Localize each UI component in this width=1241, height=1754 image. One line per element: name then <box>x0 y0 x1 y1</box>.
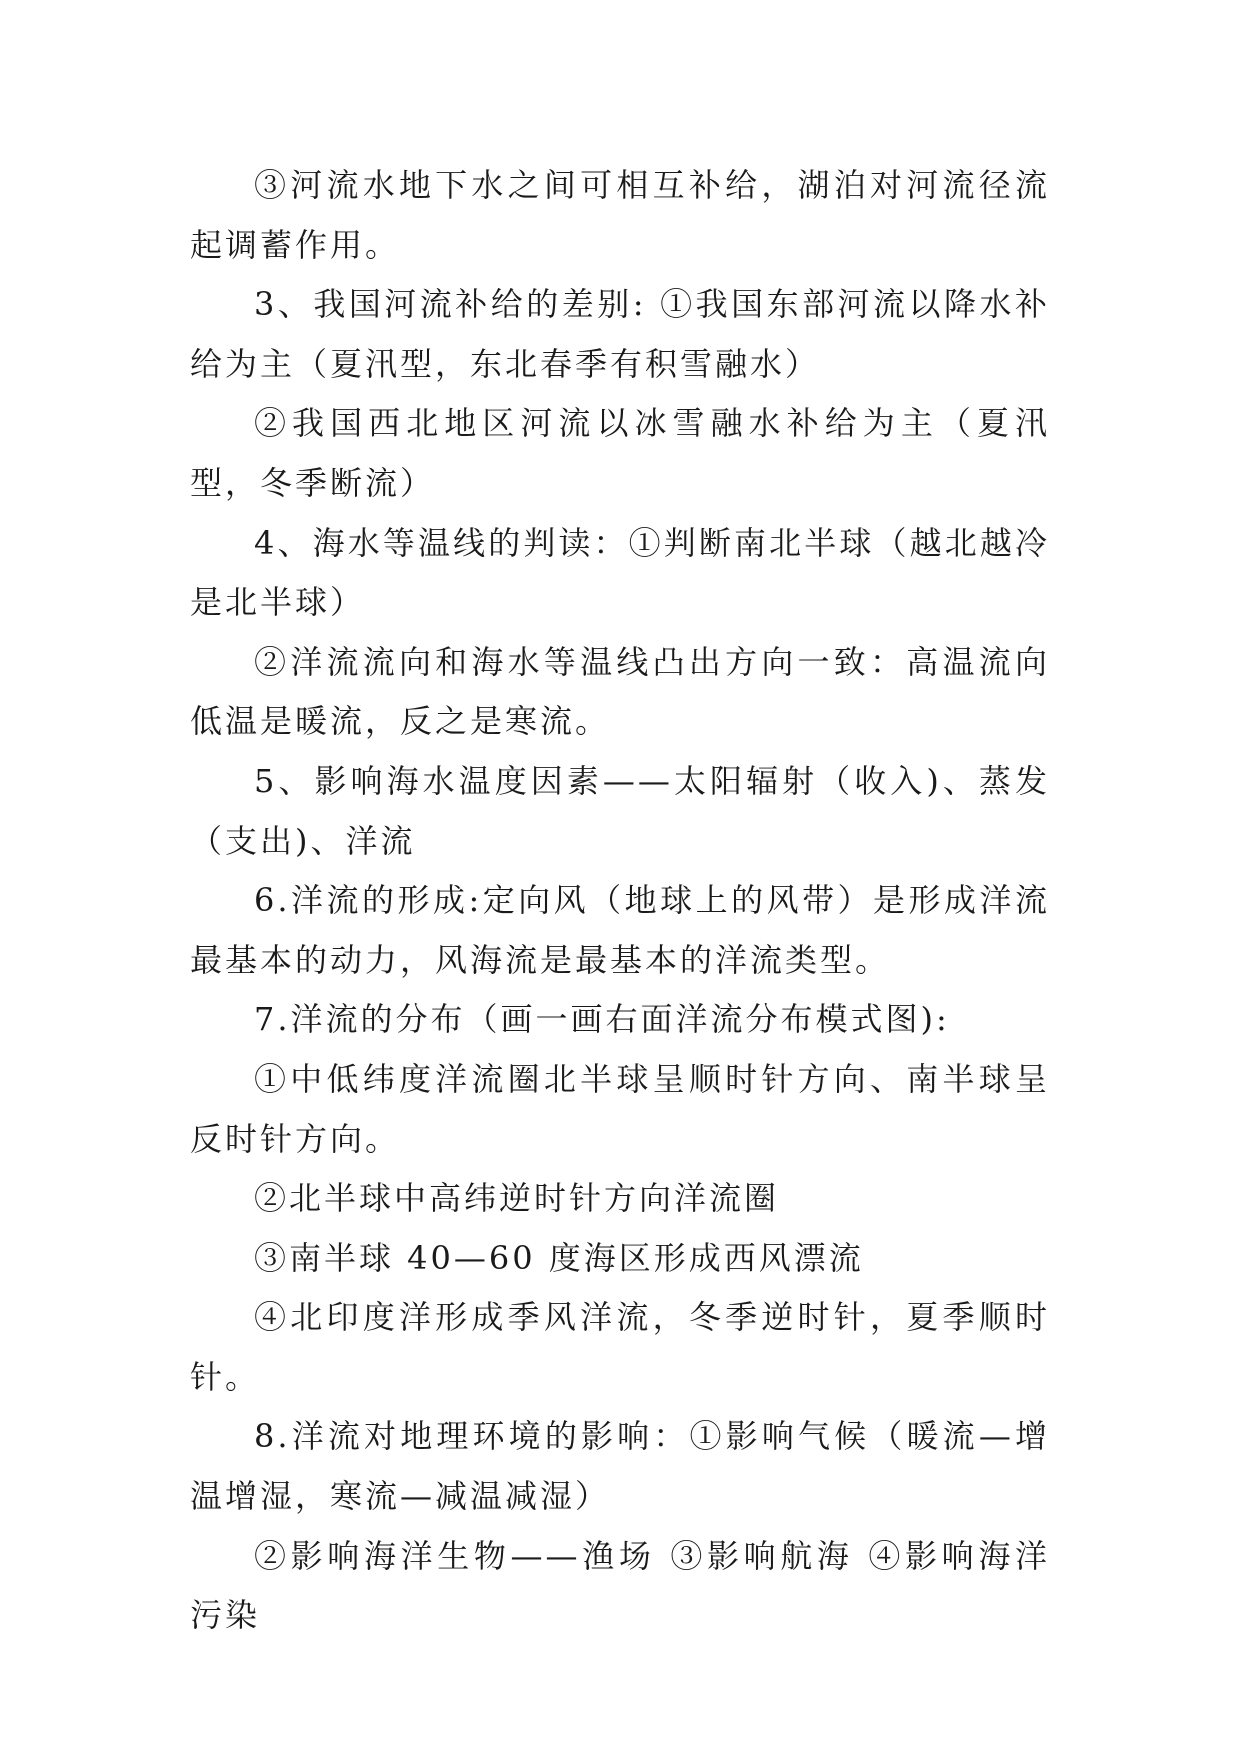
paragraph-sea-temperature-factors: 5、影响海水温度因素——太阳辐射（收入)、蒸发（支出)、洋流 <box>190 761 1050 860</box>
paragraph-current-effects-more: ②影响海洋生物——渔场 ③影响航海 ④影响海洋污染 <box>190 1536 1050 1635</box>
paragraph-current-formation: 6.洋流的形成:定向风（地球上的风带）是形成洋流最基本的动力，风海流是最基本的洋流类型。 <box>190 881 1050 979</box>
paragraph-west-wind-drift: ③南半球 40—60 度海区形成西风漂流 <box>254 1238 864 1277</box>
paragraph-river-supply-differences: 3、我国河流补给的差别: ①我国东部河流以降水补给为主（夏汛型，东北春季有积雪融水） <box>190 285 1050 383</box>
paragraph-river-groundwater: ③河流水地下水之间可相互补给，湖泊对河流径流起调蓄作用。 <box>190 166 1050 264</box>
paragraph-current-distribution: 7.洋流的分布（画一画右面洋流分布模式图): <box>254 1000 950 1039</box>
document-body <box>190 156 1050 1646</box>
paragraph-northwest-rivers: ②我国西北地区河流以冰雪融水补给为主（夏汛型，冬季断流） <box>190 404 1050 502</box>
paragraph-current-direction: ②洋流流向和海水等温线凸出方向一致：高温流向低温是暖流，反之是寒流。 <box>190 642 1050 741</box>
paragraph-monsoon-current: ④北印度洋形成季风洋流，冬季逆时针，夏季顺时针。 <box>190 1298 1050 1396</box>
paragraph-isotherm-reading: 4、海水等温线的判读：①判断南北半球（越北越冷是北半球） <box>190 523 1050 622</box>
paragraph-current-effects: 8.洋流对地理环境的影响：①影响气候（暖流—增温增湿，寒流—减温减湿） <box>190 1417 1050 1516</box>
paragraph-low-mid-latitude-gyres: ①中低纬度洋流圈北半球呈顺时针方向、南半球呈反时针方向。 <box>190 1059 1050 1158</box>
paragraph-north-high-latitude-gyre: ②北半球中高纬逆时针方向洋流圈 <box>254 1179 780 1218</box>
